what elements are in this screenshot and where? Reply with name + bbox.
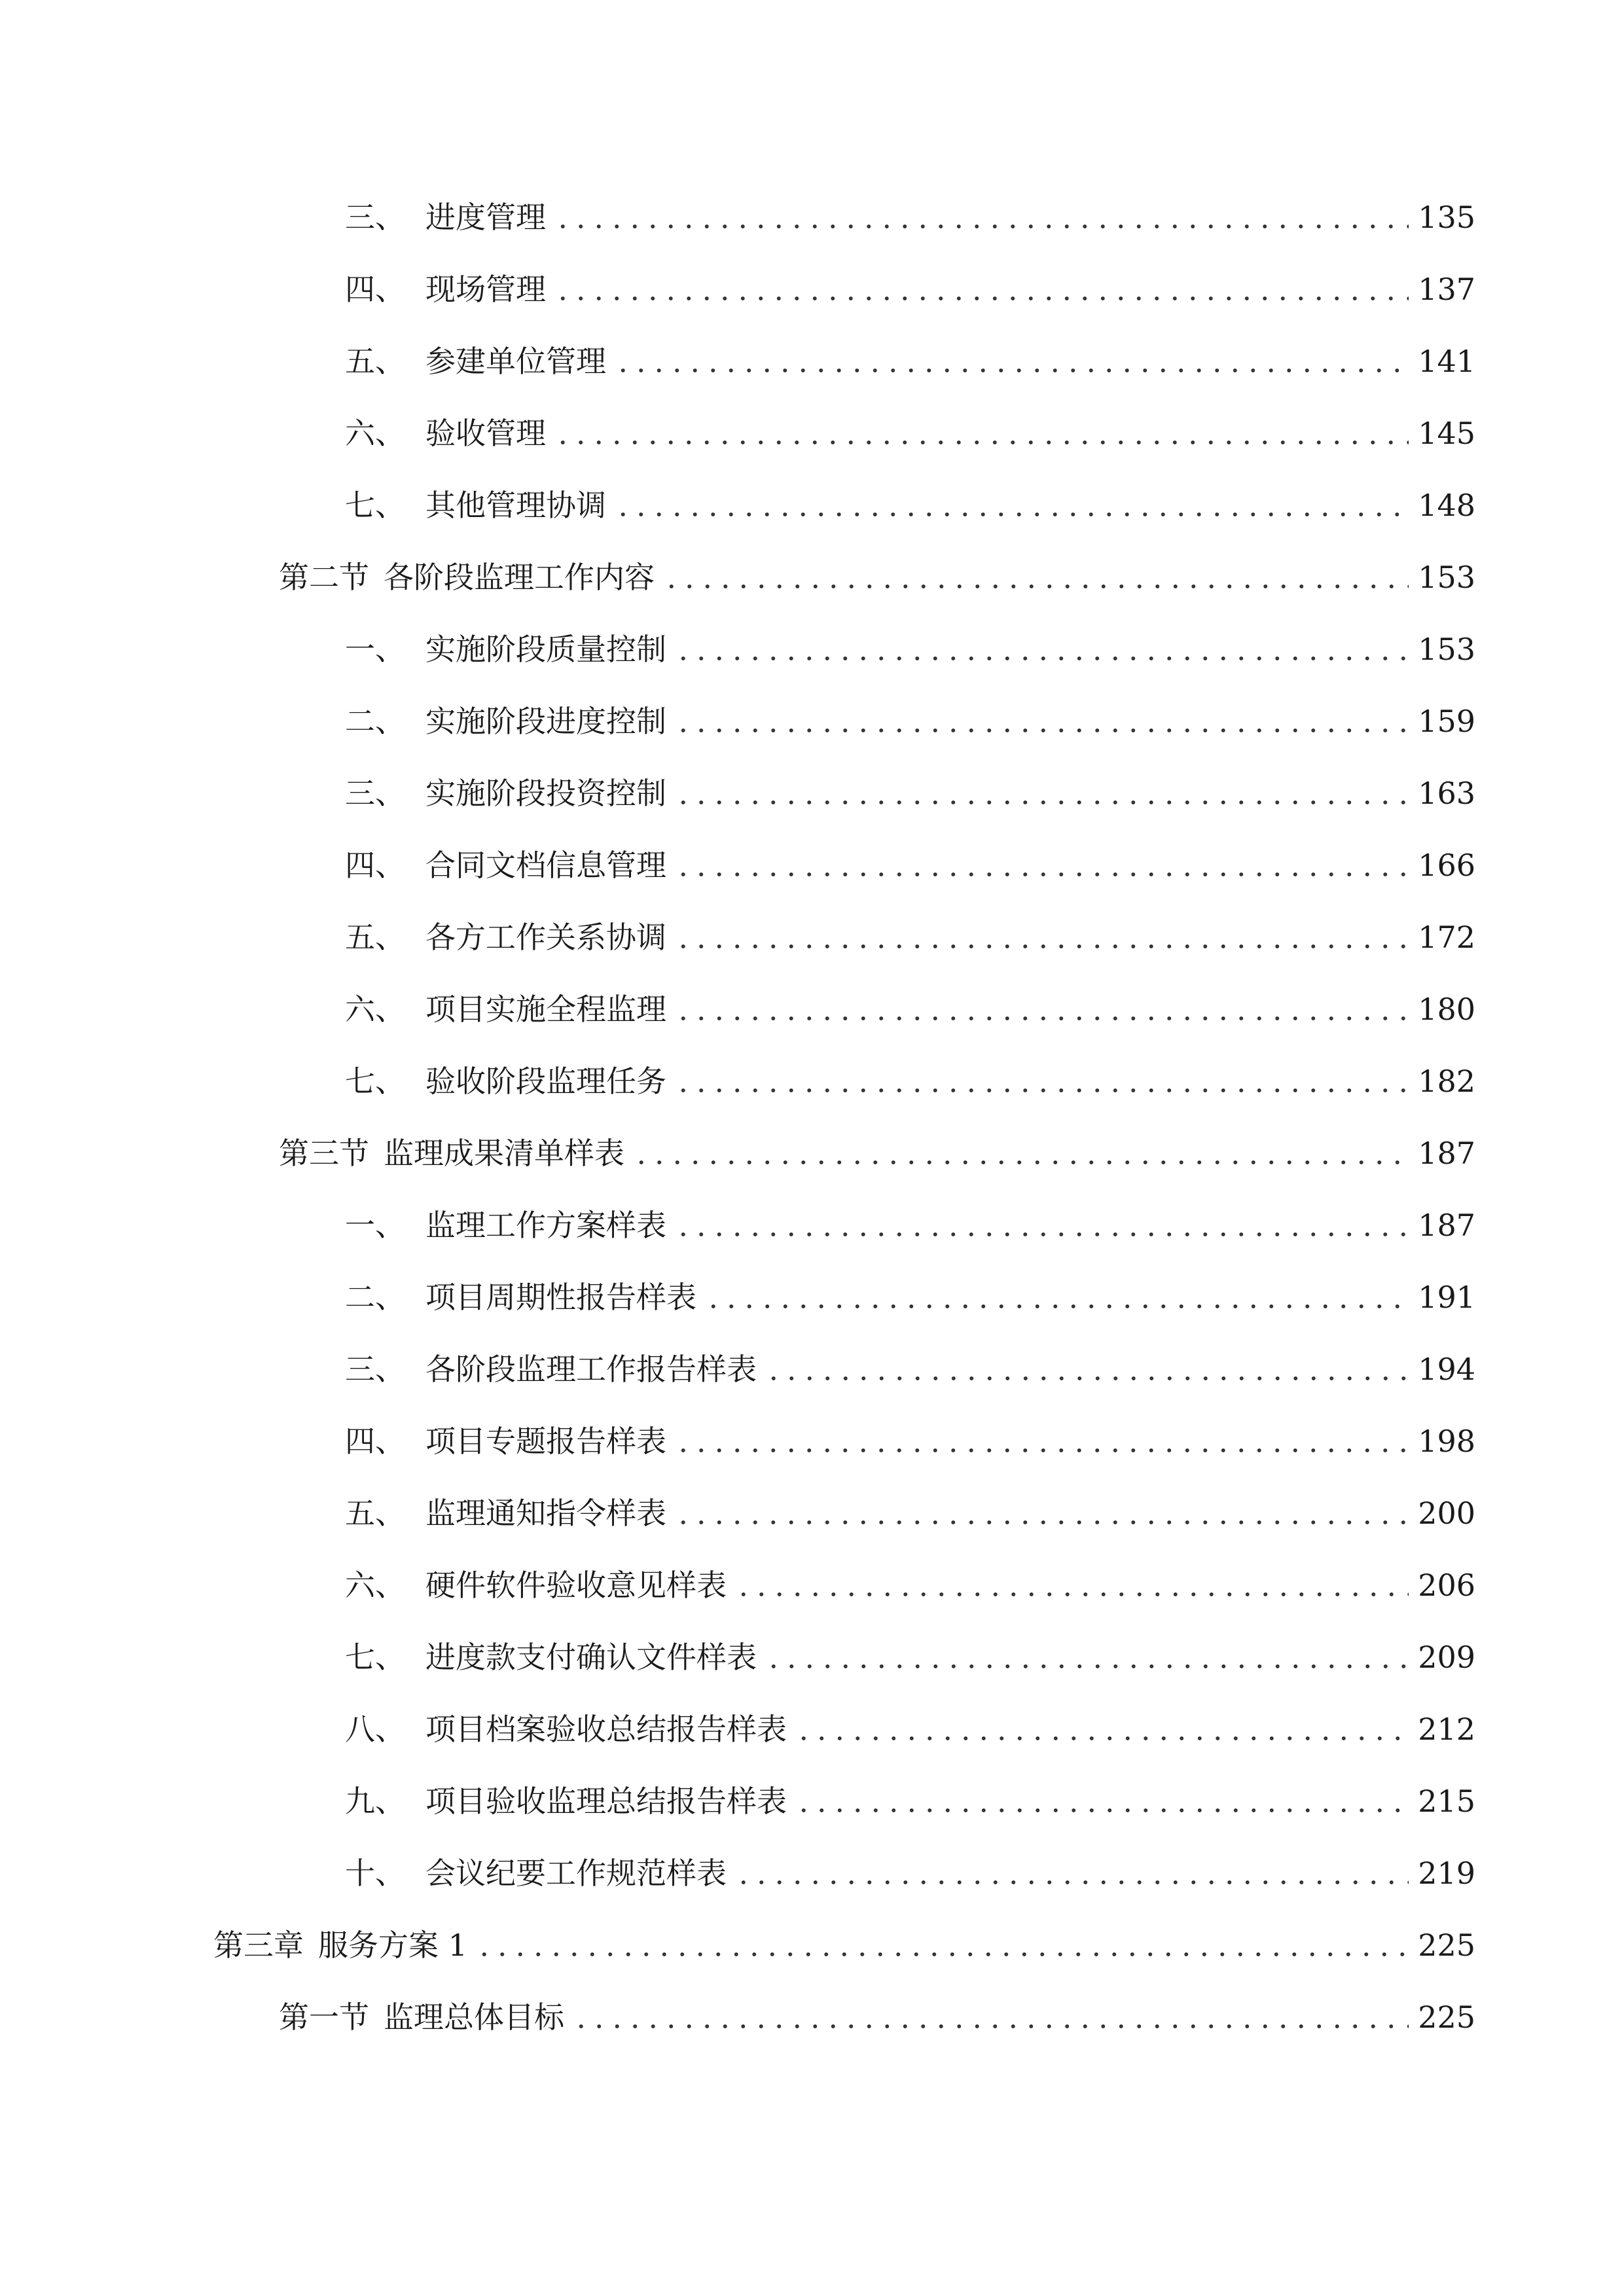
toc-entry-page-number: 225 (1418, 1928, 1475, 1963)
toc-entry-page-number: 212 (1418, 1712, 1475, 1747)
toc-entry-number: 九、 (345, 1784, 405, 1819)
toc-entry[interactable] (345, 263, 1475, 315)
toc-entry-number: 六、 (345, 992, 405, 1027)
toc-entry-page-number: 219 (1418, 1856, 1475, 1891)
toc-entry-page-number: 137 (1418, 272, 1475, 307)
toc-entry-title: 进度管理 (425, 200, 546, 235)
toc-entry[interactable] (345, 767, 1475, 819)
toc-entry-number: 第二节 (279, 560, 369, 595)
toc-entry-page-number: 187 (1418, 1208, 1475, 1243)
toc-dot-leader (674, 944, 1409, 948)
toc-entry[interactable] (345, 911, 1475, 963)
toc-dot-leader (554, 224, 1409, 228)
toc-entry-number: 七、 (345, 1640, 405, 1675)
toc-dot-leader (554, 296, 1409, 300)
toc-dot-leader (795, 1736, 1409, 1740)
toc-entry[interactable] (345, 1775, 1475, 1827)
toc-entry-title: 现场管理 (425, 272, 546, 307)
toc-entry-page-number: 166 (1418, 848, 1475, 883)
toc-entry-number: 七、 (345, 1064, 405, 1099)
toc-entry-page-number: 163 (1418, 776, 1475, 811)
toc-entry[interactable] (279, 1991, 1475, 2043)
toc-entry[interactable] (345, 1271, 1475, 1323)
toc-dot-leader (632, 1160, 1409, 1164)
toc-entry-title: 项目专题报告样表 (425, 1424, 666, 1459)
toc-entry-page-number: 187 (1418, 1136, 1475, 1171)
toc-entry-number: 第三章 (213, 1928, 304, 1963)
toc-entry-number: 三、 (345, 1352, 405, 1387)
toc-entry-title: 监理工作方案样表 (425, 1208, 666, 1243)
toc-entry-number: 三、 (345, 200, 405, 235)
toc-entry-number: 五、 (345, 1496, 405, 1531)
toc-dot-leader (704, 1304, 1409, 1308)
toc-dot-leader (674, 1448, 1409, 1452)
toc-entry[interactable] (345, 335, 1475, 387)
toc-entry[interactable] (345, 1487, 1475, 1539)
toc-dot-leader (795, 1808, 1409, 1812)
toc-entry-page-number: 153 (1418, 560, 1475, 595)
toc-entry-title: 服务方案 1 (318, 1928, 467, 1963)
toc-entry-title: 会议纪要工作规范样表 (425, 1856, 727, 1891)
toc-entry[interactable] (345, 695, 1475, 747)
toc-dot-leader (674, 1088, 1409, 1092)
toc-entry-number: 二、 (345, 1280, 405, 1315)
toc-entry-page-number: 153 (1418, 632, 1475, 667)
toc-entry-number: 第三节 (279, 1136, 369, 1171)
toc-entry-title: 项目实施全程监理 (425, 992, 666, 1027)
toc-entry-title: 项目档案验收总结报告样表 (425, 1712, 787, 1747)
toc-entry-title: 监理通知指令样表 (425, 1496, 666, 1531)
toc-entry-page-number: 191 (1418, 1280, 1475, 1315)
toc-dot-leader (674, 656, 1409, 660)
toc-entry[interactable] (345, 407, 1475, 459)
toc-entry-number: 八、 (345, 1712, 405, 1747)
toc-entry[interactable] (345, 623, 1475, 675)
toc-entry-page-number: 182 (1418, 1064, 1475, 1099)
toc-entry-title: 实施阶段投资控制 (425, 776, 666, 811)
toc-entry-title: 硬件软件验收意见样表 (425, 1568, 727, 1603)
toc-entry-number: 一、 (345, 1208, 405, 1243)
toc-entry-number: 四、 (345, 848, 405, 883)
toc-entry-page-number: 206 (1418, 1568, 1475, 1603)
toc-entry-number: 七、 (345, 488, 405, 523)
toc-entry-number: 三、 (345, 776, 405, 811)
toc-dot-leader (674, 728, 1409, 732)
toc-entry-number: 四、 (345, 1424, 405, 1459)
toc-dot-leader (674, 1232, 1409, 1236)
toc-entry-number: 六、 (345, 1568, 405, 1603)
toc-entry-title: 各阶段监理工作报告样表 (425, 1352, 757, 1387)
toc-entry[interactable] (345, 983, 1475, 1035)
toc-entry-title: 验收阶段监理任务 (425, 1064, 666, 1099)
toc-entry-page-number: 148 (1418, 488, 1475, 523)
toc-entry[interactable] (345, 1055, 1475, 1107)
toc-entry-title: 项目周期性报告样表 (425, 1280, 696, 1315)
toc-dot-leader (614, 368, 1409, 372)
toc-entry-title: 各方工作关系协调 (425, 920, 666, 955)
toc-entry-number: 四、 (345, 272, 405, 307)
toc-entry-title: 各阶段监理工作内容 (384, 560, 655, 595)
toc-entry-page-number: 135 (1418, 200, 1475, 235)
toc-entry[interactable] (279, 1127, 1475, 1179)
toc-entry[interactable] (345, 1847, 1475, 1899)
toc-entry[interactable] (345, 191, 1475, 243)
toc-entry-page-number: 159 (1418, 704, 1475, 739)
toc-dot-leader (554, 440, 1409, 444)
toc-entry-title: 参建单位管理 (425, 344, 606, 379)
toc-dot-leader (614, 512, 1409, 516)
toc-dot-leader (475, 1952, 1409, 1956)
toc-entry-number: 五、 (345, 344, 405, 379)
toc-entry-page-number: 145 (1418, 416, 1475, 451)
toc-entry-page-number: 209 (1418, 1640, 1475, 1675)
toc-dot-leader (734, 1592, 1409, 1596)
toc-dot-leader (662, 584, 1409, 588)
toc-entry[interactable] (345, 1559, 1475, 1611)
toc-dot-leader (674, 872, 1409, 876)
toc-entry-number: 一、 (345, 632, 405, 667)
toc-entry-page-number: 194 (1418, 1352, 1475, 1387)
toc-entry-number: 五、 (345, 920, 405, 955)
toc-entry-title: 合同文档信息管理 (425, 848, 666, 883)
toc-dot-leader (765, 1376, 1409, 1380)
toc-entry[interactable] (345, 1199, 1475, 1251)
toc-entry[interactable] (345, 1631, 1475, 1683)
toc-dot-leader (572, 2024, 1409, 2028)
toc-entry-number: 六、 (345, 416, 405, 451)
toc-entry-page-number: 215 (1418, 1784, 1475, 1819)
toc-dot-leader (674, 800, 1409, 804)
toc-entry-number: 第一节 (279, 2000, 369, 2035)
toc-entry-page-number: 180 (1418, 992, 1475, 1027)
toc-entry-page-number: 172 (1418, 920, 1475, 955)
toc-entry[interactable] (345, 1343, 1475, 1395)
toc-entry-title: 监理总体目标 (384, 2000, 564, 2035)
toc-entry[interactable] (345, 839, 1475, 891)
toc-entry[interactable] (345, 1703, 1475, 1755)
toc-entry[interactable] (345, 1415, 1475, 1467)
toc-entry-title: 进度款支付确认文件样表 (425, 1640, 757, 1675)
toc-entry-title: 其他管理协调 (425, 488, 606, 523)
toc-entry-page-number: 141 (1418, 344, 1475, 379)
toc-entry-page-number: 198 (1418, 1424, 1475, 1459)
toc-dot-leader (674, 1016, 1409, 1020)
toc-dot-leader (734, 1880, 1409, 1884)
toc-entry[interactable] (345, 479, 1475, 531)
toc-entry-number: 二、 (345, 704, 405, 739)
toc-entry[interactable] (213, 1919, 1475, 1971)
toc-entry-title: 验收管理 (425, 416, 546, 451)
toc-entry[interactable] (279, 551, 1475, 603)
toc-dot-leader (765, 1664, 1409, 1668)
toc-entry-title: 项目验收监理总结报告样表 (425, 1784, 787, 1819)
toc-entry-title: 实施阶段质量控制 (425, 632, 666, 667)
toc-entry-page-number: 225 (1418, 2000, 1475, 2035)
toc-entry-number: 十、 (345, 1856, 405, 1891)
toc-dot-leader (674, 1520, 1409, 1524)
toc-entry-page-number: 200 (1418, 1496, 1475, 1531)
toc-entry-title: 实施阶段进度控制 (425, 704, 666, 739)
toc-entry-title: 监理成果清单样表 (384, 1136, 624, 1171)
